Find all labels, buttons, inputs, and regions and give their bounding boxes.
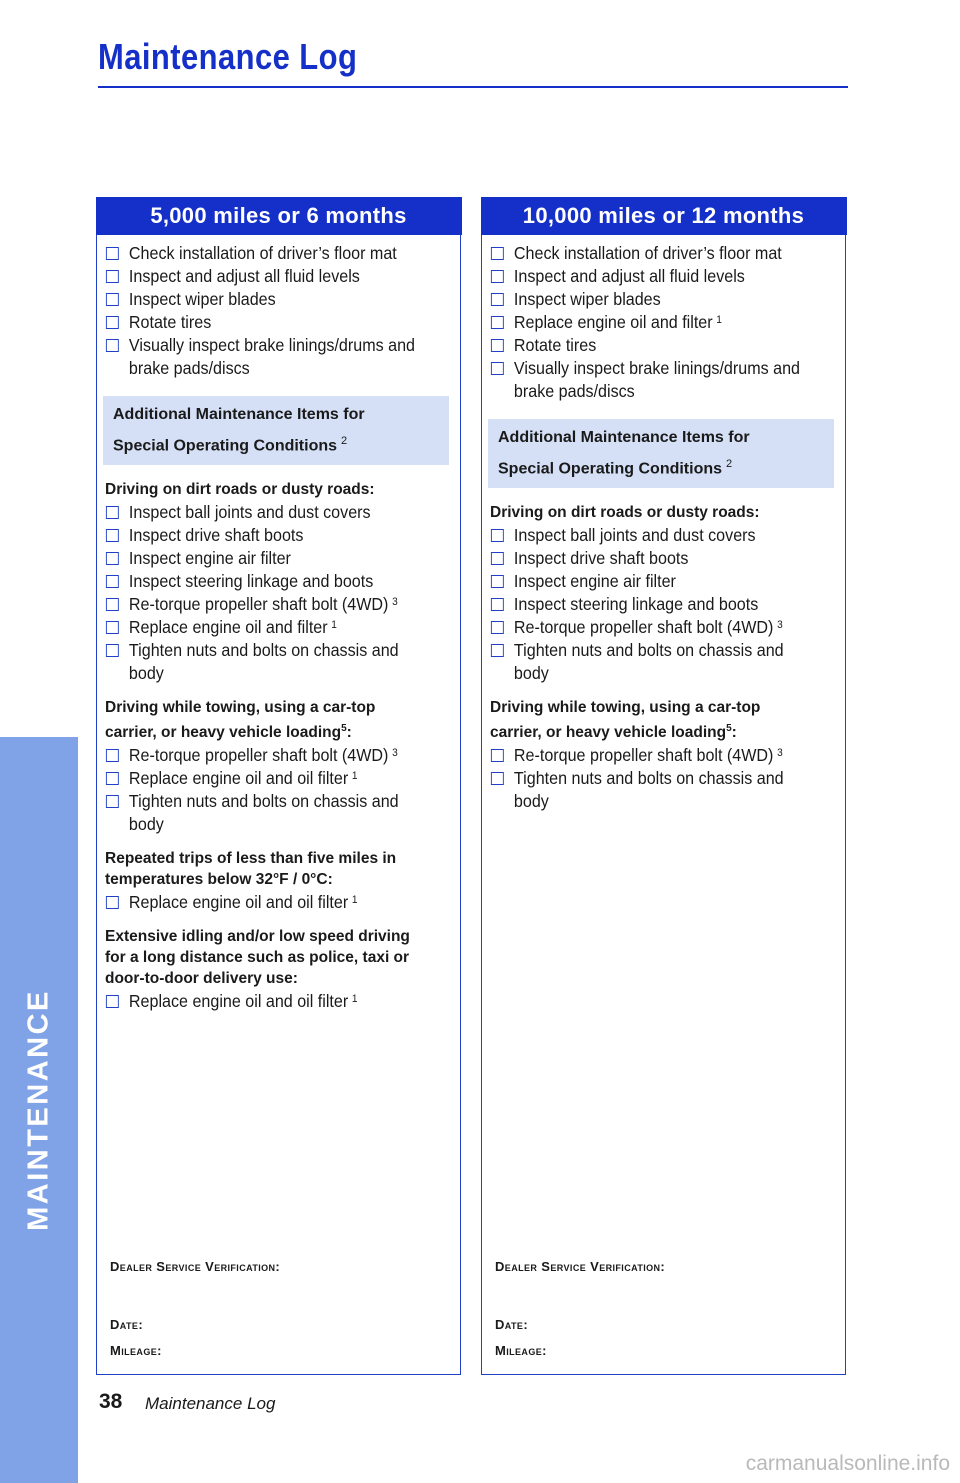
checklist-item-label: Re-torque propeller shaft bolt (4WD) bbox=[513, 617, 774, 638]
checkbox[interactable] bbox=[106, 995, 119, 1008]
checkbox[interactable] bbox=[106, 316, 119, 329]
watermark: carmanualsonline.info bbox=[745, 1452, 950, 1475]
footer-section-label: Maintenance Log bbox=[145, 1394, 276, 1413]
checkbox[interactable] bbox=[106, 339, 119, 352]
special-conditions-title-line2: Special Operating Conditions $^2$ bbox=[113, 435, 348, 455]
checklist-item-label: Inspect drive shaft boots bbox=[128, 525, 304, 546]
page-number: 38 bbox=[99, 1390, 123, 1413]
checklist-item-label: Inspect and adjust all fluid levels bbox=[128, 266, 360, 286]
footnote-ref: 1 bbox=[351, 894, 358, 907]
checklist-item-label: Tighten nuts and bolts on chassis and bbox=[128, 791, 399, 812]
checkbox[interactable] bbox=[491, 552, 504, 565]
checklist-item-label: Inspect wiper blades bbox=[128, 289, 276, 309]
checklist-item bbox=[490, 265, 861, 288]
checkbox[interactable] bbox=[491, 270, 504, 283]
checkbox[interactable] bbox=[106, 795, 119, 808]
dealer-verification-label: Dealer Service Verification: bbox=[495, 1259, 666, 1274]
footnote-ref: 3 bbox=[392, 596, 398, 609]
checklist bbox=[105, 891, 454, 914]
checklist-item-label: Re-torque propeller shaft bolt (4WD) bbox=[513, 745, 774, 766]
checkbox[interactable] bbox=[106, 247, 119, 260]
checklist-item-label: Inspect ball joints and dust covers bbox=[513, 525, 756, 546]
special-conditions-box bbox=[103, 396, 449, 465]
checklist-item-label: Replace engine oil and oil filter bbox=[128, 892, 349, 913]
checklist-item bbox=[105, 990, 476, 1013]
footnote-ref: 3 bbox=[777, 619, 783, 632]
footnote-ref: 3 bbox=[392, 747, 398, 760]
checklist-item bbox=[105, 790, 476, 813]
footnote-ref: 3 bbox=[777, 747, 783, 760]
condition-heading: Driving on dirt roads or dusty roads: bbox=[490, 504, 760, 522]
special-conditions-title-line1: Additional Maintenance Items for bbox=[113, 406, 365, 423]
checklist-item-label: Replace engine oil and oil filter bbox=[128, 768, 349, 789]
checkbox[interactable] bbox=[106, 749, 119, 762]
checklist-item bbox=[105, 891, 476, 914]
checklist-item bbox=[490, 570, 861, 593]
checklist-item bbox=[490, 288, 861, 311]
checkbox[interactable] bbox=[106, 293, 119, 306]
checklist-item-label: Tighten nuts and bolts on chassis and bbox=[513, 640, 784, 661]
mileage-label: Mileage: bbox=[110, 1343, 162, 1358]
checkbox[interactable] bbox=[491, 621, 504, 634]
checkbox[interactable] bbox=[491, 247, 504, 260]
checklist-item-label: Tighten nuts and bolts on chassis and bbox=[513, 768, 784, 789]
checklist-item-label: Visually inspect brake linings/drums and bbox=[128, 335, 415, 355]
checklist-item-label: Visually inspect brake linings/drums and bbox=[513, 358, 800, 378]
section-side-tab-label: MAINTENANCE bbox=[22, 989, 55, 1231]
checklist bbox=[105, 744, 454, 813]
checklist-item-label: Re-torque propeller shaft bolt (4WD) bbox=[128, 745, 389, 766]
title-divider bbox=[98, 86, 848, 88]
checklist-item bbox=[490, 242, 861, 265]
checklist-item bbox=[105, 265, 476, 288]
footnote-ref: 1 bbox=[716, 314, 722, 326]
mileage-label: Mileage: bbox=[495, 1343, 547, 1358]
checklist-item-continuation: body bbox=[513, 663, 549, 684]
footnote-ref: 1 bbox=[351, 993, 358, 1006]
checklist-item-label: Replace engine oil and oil filter bbox=[128, 991, 349, 1012]
checklist-item-label: Inspect engine air filter bbox=[513, 571, 676, 592]
checkbox[interactable] bbox=[106, 644, 119, 657]
checklist-item bbox=[490, 547, 861, 570]
checklist-item bbox=[105, 288, 476, 311]
checklist bbox=[490, 524, 839, 662]
checklist-item bbox=[105, 334, 476, 357]
interval-card-5000 bbox=[96, 197, 461, 1375]
checklist-item-continuation: body bbox=[128, 814, 164, 835]
interval-body bbox=[490, 242, 839, 813]
checklist-item-label: Inspect ball joints and dust covers bbox=[128, 502, 371, 523]
checklist-item bbox=[105, 311, 476, 334]
checkbox[interactable] bbox=[106, 896, 119, 909]
condition-heading: Driving on dirt roads or dusty roads: bbox=[105, 481, 375, 499]
interval-card-10000 bbox=[481, 197, 846, 1375]
checklist-item-label: Inspect and adjust all fluid levels bbox=[513, 266, 745, 286]
checklist-item-label: Check installation of driver’s floor mat bbox=[128, 243, 397, 263]
condition-heading: Driving while towing, using a car-top carrier, or heavy vehicle loading$^5$: bbox=[105, 699, 376, 742]
checkbox[interactable] bbox=[491, 575, 504, 588]
checkbox[interactable] bbox=[106, 598, 119, 611]
checklist-item-label: Inspect engine air filter bbox=[128, 548, 291, 569]
checkbox[interactable] bbox=[491, 293, 504, 306]
special-conditions-box bbox=[488, 419, 834, 488]
condition-heading: Extensive idling and/or low speed driving for a long distance such as police, taxi or door-to-door delivery use: bbox=[105, 928, 410, 988]
page-title: Maintenance Log bbox=[98, 36, 358, 77]
special-conditions-title-line1: Additional Maintenance Items for bbox=[498, 429, 750, 446]
checklist bbox=[105, 501, 454, 662]
checklist-item-continuation: body bbox=[513, 791, 549, 812]
checklist bbox=[105, 990, 454, 1013]
checklist-item bbox=[490, 744, 861, 767]
checkbox[interactable] bbox=[491, 316, 504, 329]
checkbox[interactable] bbox=[491, 749, 504, 762]
checklist-item-label: Inspect steering linkage and boots bbox=[513, 594, 759, 615]
checkbox[interactable] bbox=[491, 644, 504, 657]
checkbox[interactable] bbox=[491, 362, 504, 375]
checklist-item-label: Replace engine oil and filter bbox=[128, 617, 328, 638]
checkbox[interactable] bbox=[106, 552, 119, 565]
checkbox[interactable] bbox=[106, 270, 119, 283]
checkbox[interactable] bbox=[491, 598, 504, 611]
checklist-item bbox=[105, 593, 476, 616]
checklist-item bbox=[490, 311, 861, 334]
checklist-item-label: Inspect drive shaft boots bbox=[513, 548, 689, 569]
interval-header: 10,000 miles or 12 months bbox=[481, 197, 847, 235]
checkbox[interactable] bbox=[106, 772, 119, 785]
checklist-item-label: Check installation of driver’s floor mat bbox=[513, 243, 782, 263]
checklist-item bbox=[105, 570, 476, 593]
date-label: Date: bbox=[110, 1317, 144, 1332]
checklist-item-label: Inspect wiper blades bbox=[513, 289, 661, 309]
checkbox[interactable] bbox=[106, 575, 119, 588]
checklist-item bbox=[490, 616, 861, 639]
condition-heading: Driving while towing, using a car-top carrier, or heavy vehicle loading$^5$: bbox=[490, 699, 761, 742]
checklist-item bbox=[105, 616, 476, 639]
checklist bbox=[105, 242, 454, 357]
checklist bbox=[490, 744, 839, 790]
checklist-item-label: Replace engine oil and filter bbox=[513, 312, 713, 332]
checklist-item bbox=[105, 524, 476, 547]
checklist bbox=[490, 242, 839, 380]
checkbox[interactable] bbox=[491, 529, 504, 542]
checkbox[interactable] bbox=[491, 339, 504, 352]
checklist-item bbox=[490, 767, 861, 790]
checklist-item-continuation: brake pads/discs bbox=[513, 381, 635, 401]
checklist-item bbox=[490, 357, 861, 380]
checklist-item-continuation: brake pads/discs bbox=[128, 358, 250, 378]
checklist-item bbox=[105, 501, 476, 524]
footnote-ref: 1 bbox=[351, 770, 358, 783]
checklist-item-label: Re-torque propeller shaft bolt (4WD) bbox=[128, 594, 389, 615]
checklist-item bbox=[105, 767, 476, 790]
checkbox[interactable] bbox=[106, 506, 119, 519]
checklist-item-continuation: body bbox=[128, 663, 164, 684]
checklist-item-label: Inspect steering linkage and boots bbox=[128, 571, 374, 592]
checkbox[interactable] bbox=[491, 772, 504, 785]
checkbox[interactable] bbox=[106, 529, 119, 542]
checkbox[interactable] bbox=[106, 621, 119, 634]
condition-heading: Repeated trips of less than five miles in temperatures below 32°F / 0°C: bbox=[105, 850, 397, 889]
special-conditions-title-line2: Special Operating Conditions $^2$ bbox=[498, 458, 733, 478]
checklist-item bbox=[105, 547, 476, 570]
checklist-item-label: Rotate tires bbox=[513, 335, 597, 355]
checklist-item bbox=[490, 334, 861, 357]
date-label: Date: bbox=[495, 1317, 529, 1332]
interval-body bbox=[105, 242, 454, 1013]
interval-header: 5,000 miles or 6 months bbox=[96, 197, 462, 235]
checklist-item-label: Rotate tires bbox=[128, 312, 212, 332]
checklist-item bbox=[105, 242, 476, 265]
checklist-item-label: Tighten nuts and bolts on chassis and bbox=[128, 640, 399, 661]
checklist-item bbox=[490, 593, 861, 616]
footnote-ref: 1 bbox=[331, 619, 337, 632]
dealer-verification-label: Dealer Service Verification: bbox=[110, 1259, 281, 1274]
checklist-item bbox=[490, 639, 861, 662]
checklist-item bbox=[105, 639, 476, 662]
checklist-item bbox=[490, 524, 861, 547]
checklist-item bbox=[105, 744, 476, 767]
